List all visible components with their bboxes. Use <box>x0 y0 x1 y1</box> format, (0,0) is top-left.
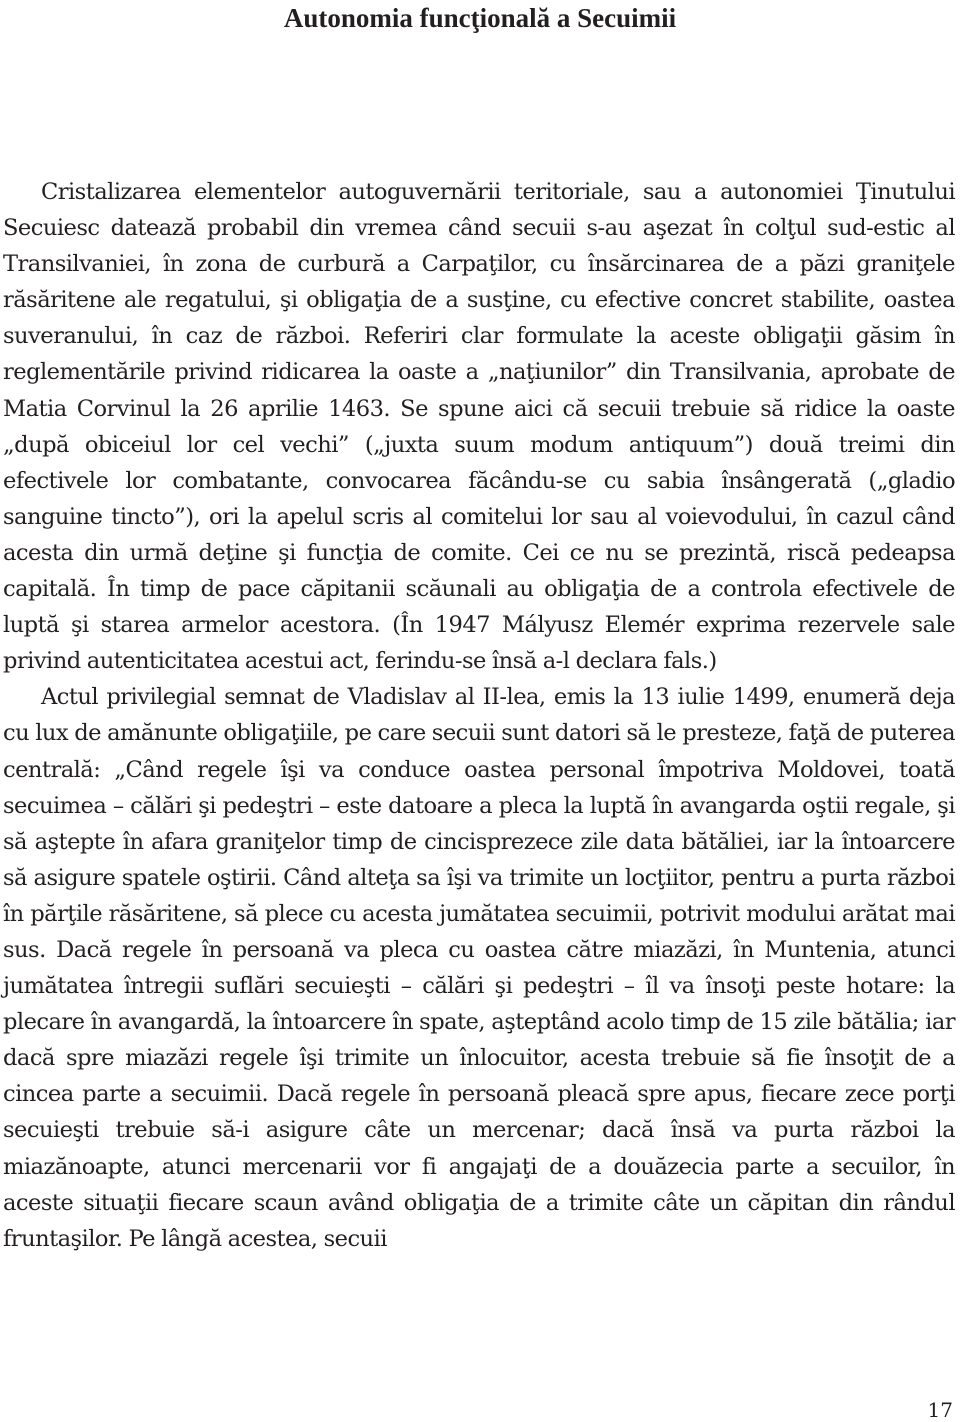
page-title: Autonomia funcţională a Secuimii <box>283 3 677 33</box>
paragraph: Actul privilegial semnat de Vladislav al II-lea, emis la 13 iulie 1499, enumeră deja cu lux de amănunte obligaţiile, pe care secuii sunt datori să le presteze, faţă de puterea centrală: „Când regele îşi va conduce oastea personal împotriva Moldovei, toată secuimea – călări şi pedeştri – este datoare a pleca la luptă în avangarda oştii regale, şi să aştepte în afara graniţelor timp de cincisprezece zile data bătăliei, iar la întoarcere să asigure spatele oştirii. Când alteţa sa îşi va trimite un locţiitor, pentru a purta război în părţile răsăritene, să plece cu acesta jumătatea secuimii, potrivit modului arătat mai sus. Dacă regele în persoană va pleca cu oastea către miazăzi, în Muntenia, atunci jumătatea întregii suflări secuieşti – călări şi pedeştri – îl va însoţi peste hotare: la plecare în avangardă, la întoarcere în spate, aşteptând acolo timp de 15 zile bătălia; iar dacă spre miazăzi regele îşi trimite un înlocuitor, acesta trebuie să fie însoţit de a cincea parte a secuimii. Dacă regele în persoană pleacă spre apus, fiecare zece porţi secuieşti trebuie să-i asigure câte un mercenar; dacă însă va purta război la miazănoapte, atunci mercenarii vor fi angajaţi de a douăzecia parte a secuilor, în aceste situaţii fiecare scaun având obligaţia de a trimite câte un căpitan din rândul fruntaşilor. Pe lângă acestea, secuii <box>3 684 955 1252</box>
paragraph: Cristalizarea elementelor autoguvernării teritoriale, sau a autonomiei Ţinutului Secuiesc datează probabil din vremea când secuii s-au aşezat în colţul sud-estic al Transilvaniei, în zona de curbură a Carpaţilor, cu însărcinarea de a păzi graniţele răsăritene ale regatului, şi obligaţia de a susţine, cu efective concret stabilite, oastea suveranului, în caz de război. Referiri clar formulate la aceste obligaţii găsim în reglementările privind ridicarea la oaste a „naţiunilor” din Transilvania, aprobate de Matia Corvinul la 26 aprilie 1463. Se spune aici că secuii trebuie să ridice la oaste „după obiceiul lor cel vechi” („juxta suum modum antiquum”) două treimi din efectivele lor combatante, convocarea făcându-se cu sabia însângerată („gladio sanguine tincto”), ori la apelul scris al comitelui lor sau al voievodului, în cazul când acesta din urmă deţine şi funcţia de comite. Cei ce nu se prezintă, riscă pedeapsa capitală. În timp de pace căpitanii scăunali au obligaţia de a controla efectivele de luptă şi starea armelor acestora. (În 1947 Mályusz Elemér exprima rezervele sale privind autenticitatea acestui act, ferindu-se însă a-l declara fals.) <box>3 179 955 675</box>
page-number: 17 <box>927 1398 953 1422</box>
body-text <box>3 174 955 1257</box>
